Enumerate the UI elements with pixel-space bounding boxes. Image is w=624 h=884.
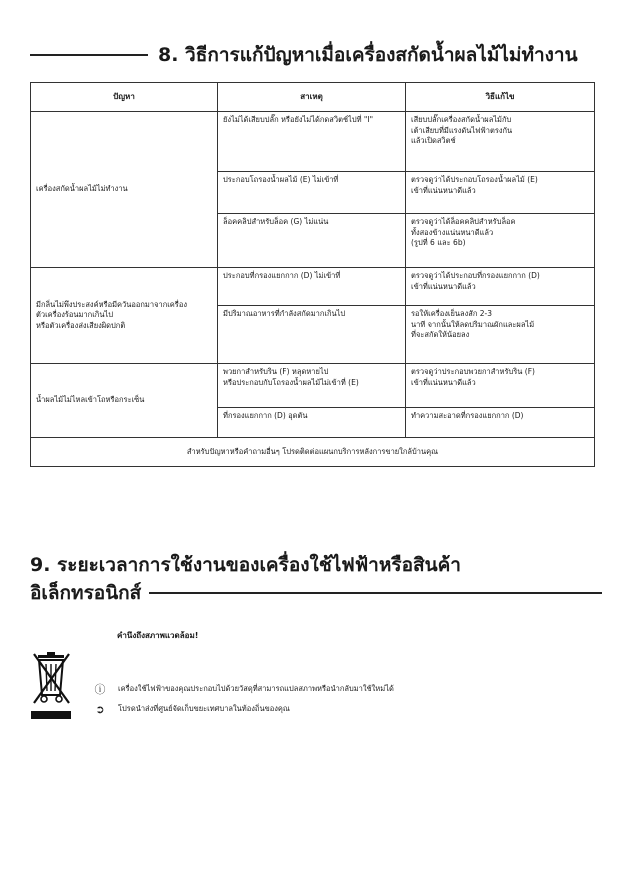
table-footer-note: สำหรับปัญหาหรือคำถามอื่นๆ โปรดติดต่อแผนกบริการหลังการขายใกล้บ้านคุณ	[31, 438, 595, 467]
section-9-title: 9. ระยะเวลาการใช้งานของเครื่องใช้ไฟฟ้าหรือสินค้า	[30, 554, 461, 576]
solution-cell: ตรวจดูว่าได้ประกอบที่กรองแยกกาก (D) เข้าที่แน่นหนาดีแล้ว	[406, 268, 595, 306]
solution-cell: เสียบปลั๊กเครื่องสกัดน้ำผลไม้กับ เต้าเสียบที่มีแรงดันไฟฟ้าตรงกัน แล้วเปิดสวิตช์	[406, 112, 595, 172]
list-item	[90, 681, 394, 697]
troubleshooting-table	[30, 82, 595, 467]
recycle-info-icon: ⓘ	[94, 683, 106, 696]
solution-cell: ตรวจดูว่าได้ประกอบโถรองน้ำผลไม้ (E) เข้าที่แน่นหนาดีแล้ว	[406, 172, 595, 214]
solution-cell: ตรวจดูว่าได้ล็อคคลิปสำหรับล็อค ทั้งสองข้างแน่นหนาดีแล้ว (รูปที่ 6 และ 6b)	[406, 214, 595, 268]
environment-notes	[90, 681, 394, 721]
solution-cell: ตรวจดูว่าประกอบพวยกาสำหรับริน (F) เข้าที่แน่นหนาดีแล้ว	[406, 364, 595, 408]
cause-cell: ประกอบโถรองน้ำผลไม้ (E) ไม่เข้าที่	[218, 172, 406, 214]
header-problem: ปัญหา	[31, 83, 218, 112]
cause-cell: ล็อคคลิปสำหรับล็อค (G) ไม่แน่น	[218, 214, 406, 268]
header-cause: สาเหตุ	[218, 83, 406, 112]
table-footer-row	[31, 438, 595, 467]
table-row	[31, 364, 595, 408]
cause-cell: มีปริมาณอาหารที่กำลังสกัดมากเกินไป	[218, 306, 406, 364]
section-9-title-line2: อิเล็กทรอนิกส์	[30, 582, 142, 604]
problem-cell: น้ำผลไม้ไม่ไหลเข้าโถหรือกระเซ็น	[31, 364, 218, 438]
section-9-heading-line2	[30, 580, 602, 606]
heading-rule	[149, 592, 602, 594]
note-text: เครื่องใช้ไฟฟ้าของคุณประกอบไปด้วยวัสดุที่สามารถแปลสภาพหรือนำกลับมาใช้ใหม่ได้	[118, 684, 394, 693]
cause-cell: ยังไม่ได้เสียบปลั๊ก หรือยังไม่ได้กดสวิตช์ไปที่ "I"	[218, 112, 406, 172]
table-row	[31, 268, 595, 306]
weee-bin-icon	[31, 651, 73, 727]
cause-cell: ที่กรองแยกกาก (D) อุดตัน	[218, 408, 406, 438]
heading-rule	[30, 54, 148, 56]
section-8-heading	[30, 40, 602, 70]
cause-cell: พวยกาสำหรับริน (F) หลุดหายไป หรือประกอบกับโถรองน้ำผลไม้ไม่เข้าที่ (E)	[218, 364, 406, 408]
header-solution: วิธีแก้ไข	[406, 83, 595, 112]
environment-title: คำนึงถึงสภาพแวดล้อม!	[117, 631, 199, 640]
problem-cell: มีกลิ่นไม่พึงประสงค์หรือมีควันออกมาจากเครื่อง ตัวเครื่องร้อนมากเกินไป หรือตัวเครื่องส่งเสียงผิดปกติ	[31, 268, 218, 364]
cause-cell: ประกอบที่กรองแยกกาก (D) ไม่เข้าที่	[218, 268, 406, 306]
arrow-turn-icon: ➲	[95, 702, 105, 716]
solution-cell: รอให้เครื่องเย็นลงสัก 2-3 นาที จากนั้นให้ลดปริมาณผักและผลไม้ ที่จะสกัดให้น้อยลง	[406, 306, 595, 364]
table-row	[31, 112, 595, 172]
note-text: โปรดนำส่งที่ศูนย์จัดเก็บขยะเทศบาลในท้องถิ่นของคุณ	[118, 704, 290, 713]
table-header-row	[31, 83, 595, 112]
solution-cell: ทำความสะอาดที่กรองแยกกาก (D)	[406, 408, 595, 438]
list-item	[90, 701, 394, 717]
problem-cell: เครื่องสกัดน้ำผลไม้ไม่ทำงาน	[31, 112, 218, 268]
section-8-title: 8. วิธีการแก้ปัญหาเมื่อเครื่องสกัดน้ำผลไม้ไม่ทำงาน	[158, 44, 578, 66]
